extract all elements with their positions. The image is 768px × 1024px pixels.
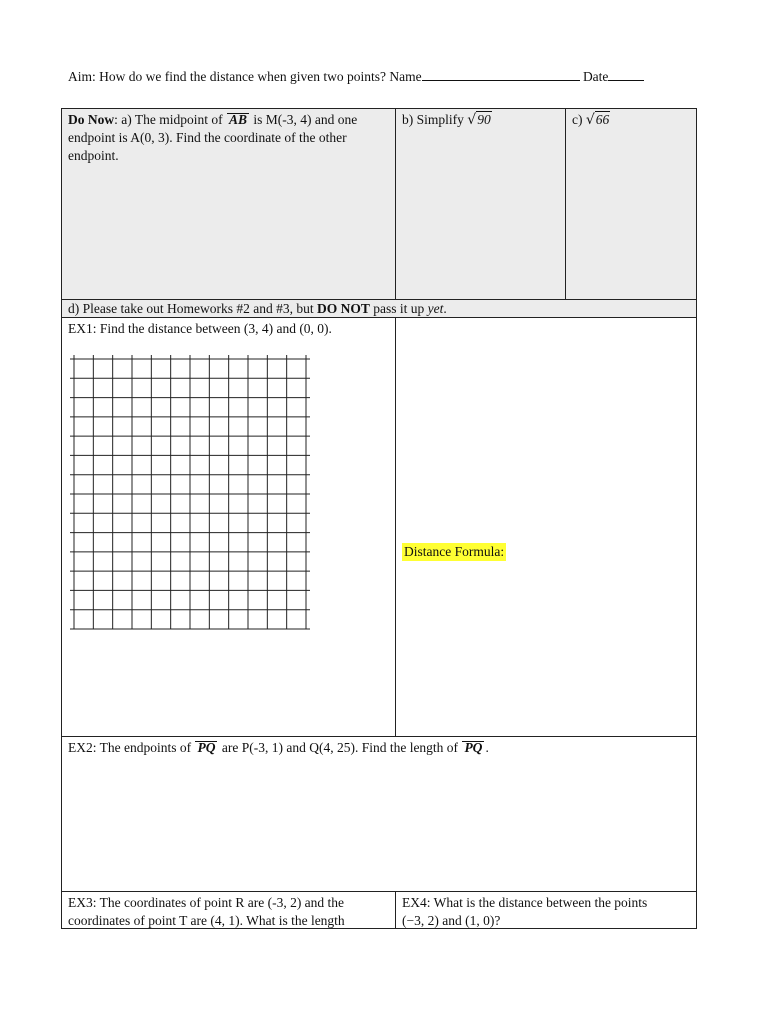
segment-pq-label: PQ (197, 740, 216, 755)
segment-pq-label-2: PQ (464, 740, 483, 755)
ex2-mid: are P(-3, 1) and Q(4, 25). Find the length of (221, 740, 459, 755)
do-now-a-text: is M(-3, 4) and one endpoint is A(0, 3). Find the coordinate of the other endpoint. (68, 112, 358, 163)
ex4-text-line2: (−3, 2) and (1, 0)? (402, 913, 501, 928)
worksheet-header (68, 68, 708, 86)
date-blank[interactable] (608, 68, 644, 81)
simplify-b-prefix: b) Simplify (402, 112, 464, 127)
aim-text: Aim: How do we find the distance when given two points? (68, 69, 386, 84)
do-now-cell (61, 108, 396, 300)
do-now-d-prefix: d) Please take out Homeworks #2 and #3, but (68, 301, 314, 316)
ex1-text: EX1: Find the distance between (3, 4) and (0, 0). (68, 321, 332, 336)
date-label: Date (582, 69, 609, 84)
simplify-c-cell (565, 108, 697, 300)
ex2-prefix: EX2: The endpoints of (68, 740, 192, 755)
yet-text: yet (427, 301, 444, 316)
segment-ab-label: AB (228, 112, 247, 127)
ex2-end: . (485, 740, 489, 755)
ex4-text-line1: EX4: What is the distance between the points (402, 895, 648, 910)
do-now-d-mid: pass it up (373, 301, 425, 316)
simplify-b-cell (395, 108, 566, 300)
distance-formula-cell (395, 317, 697, 737)
sqrt-66: √66 (585, 112, 610, 128)
do-now-a-prefix: : a) The midpoint of (114, 112, 223, 127)
do-not-text: DO NOT (316, 301, 370, 316)
simplify-c-prefix: c) (572, 112, 583, 127)
name-label: Name (389, 69, 422, 84)
ex3-cell (61, 891, 396, 929)
ex3-text: EX3: The coordinates of point R are (-3, 2) and the coordinates of point T are (4, 1). What is the length (68, 895, 345, 928)
sqrt-90: √90 (467, 112, 491, 128)
ex4-cell (395, 891, 697, 929)
do-now-d-end: . (443, 301, 447, 316)
radicand-90: 90 (477, 112, 491, 127)
do-now-d-row (61, 299, 697, 318)
do-now-label: Do Now (68, 112, 115, 127)
distance-formula-label: Distance Formula: (404, 544, 505, 559)
coordinate-grid[interactable] (70, 355, 311, 632)
ex2-cell (61, 736, 697, 892)
name-blank[interactable] (422, 68, 580, 81)
radicand-66: 66 (595, 112, 610, 127)
